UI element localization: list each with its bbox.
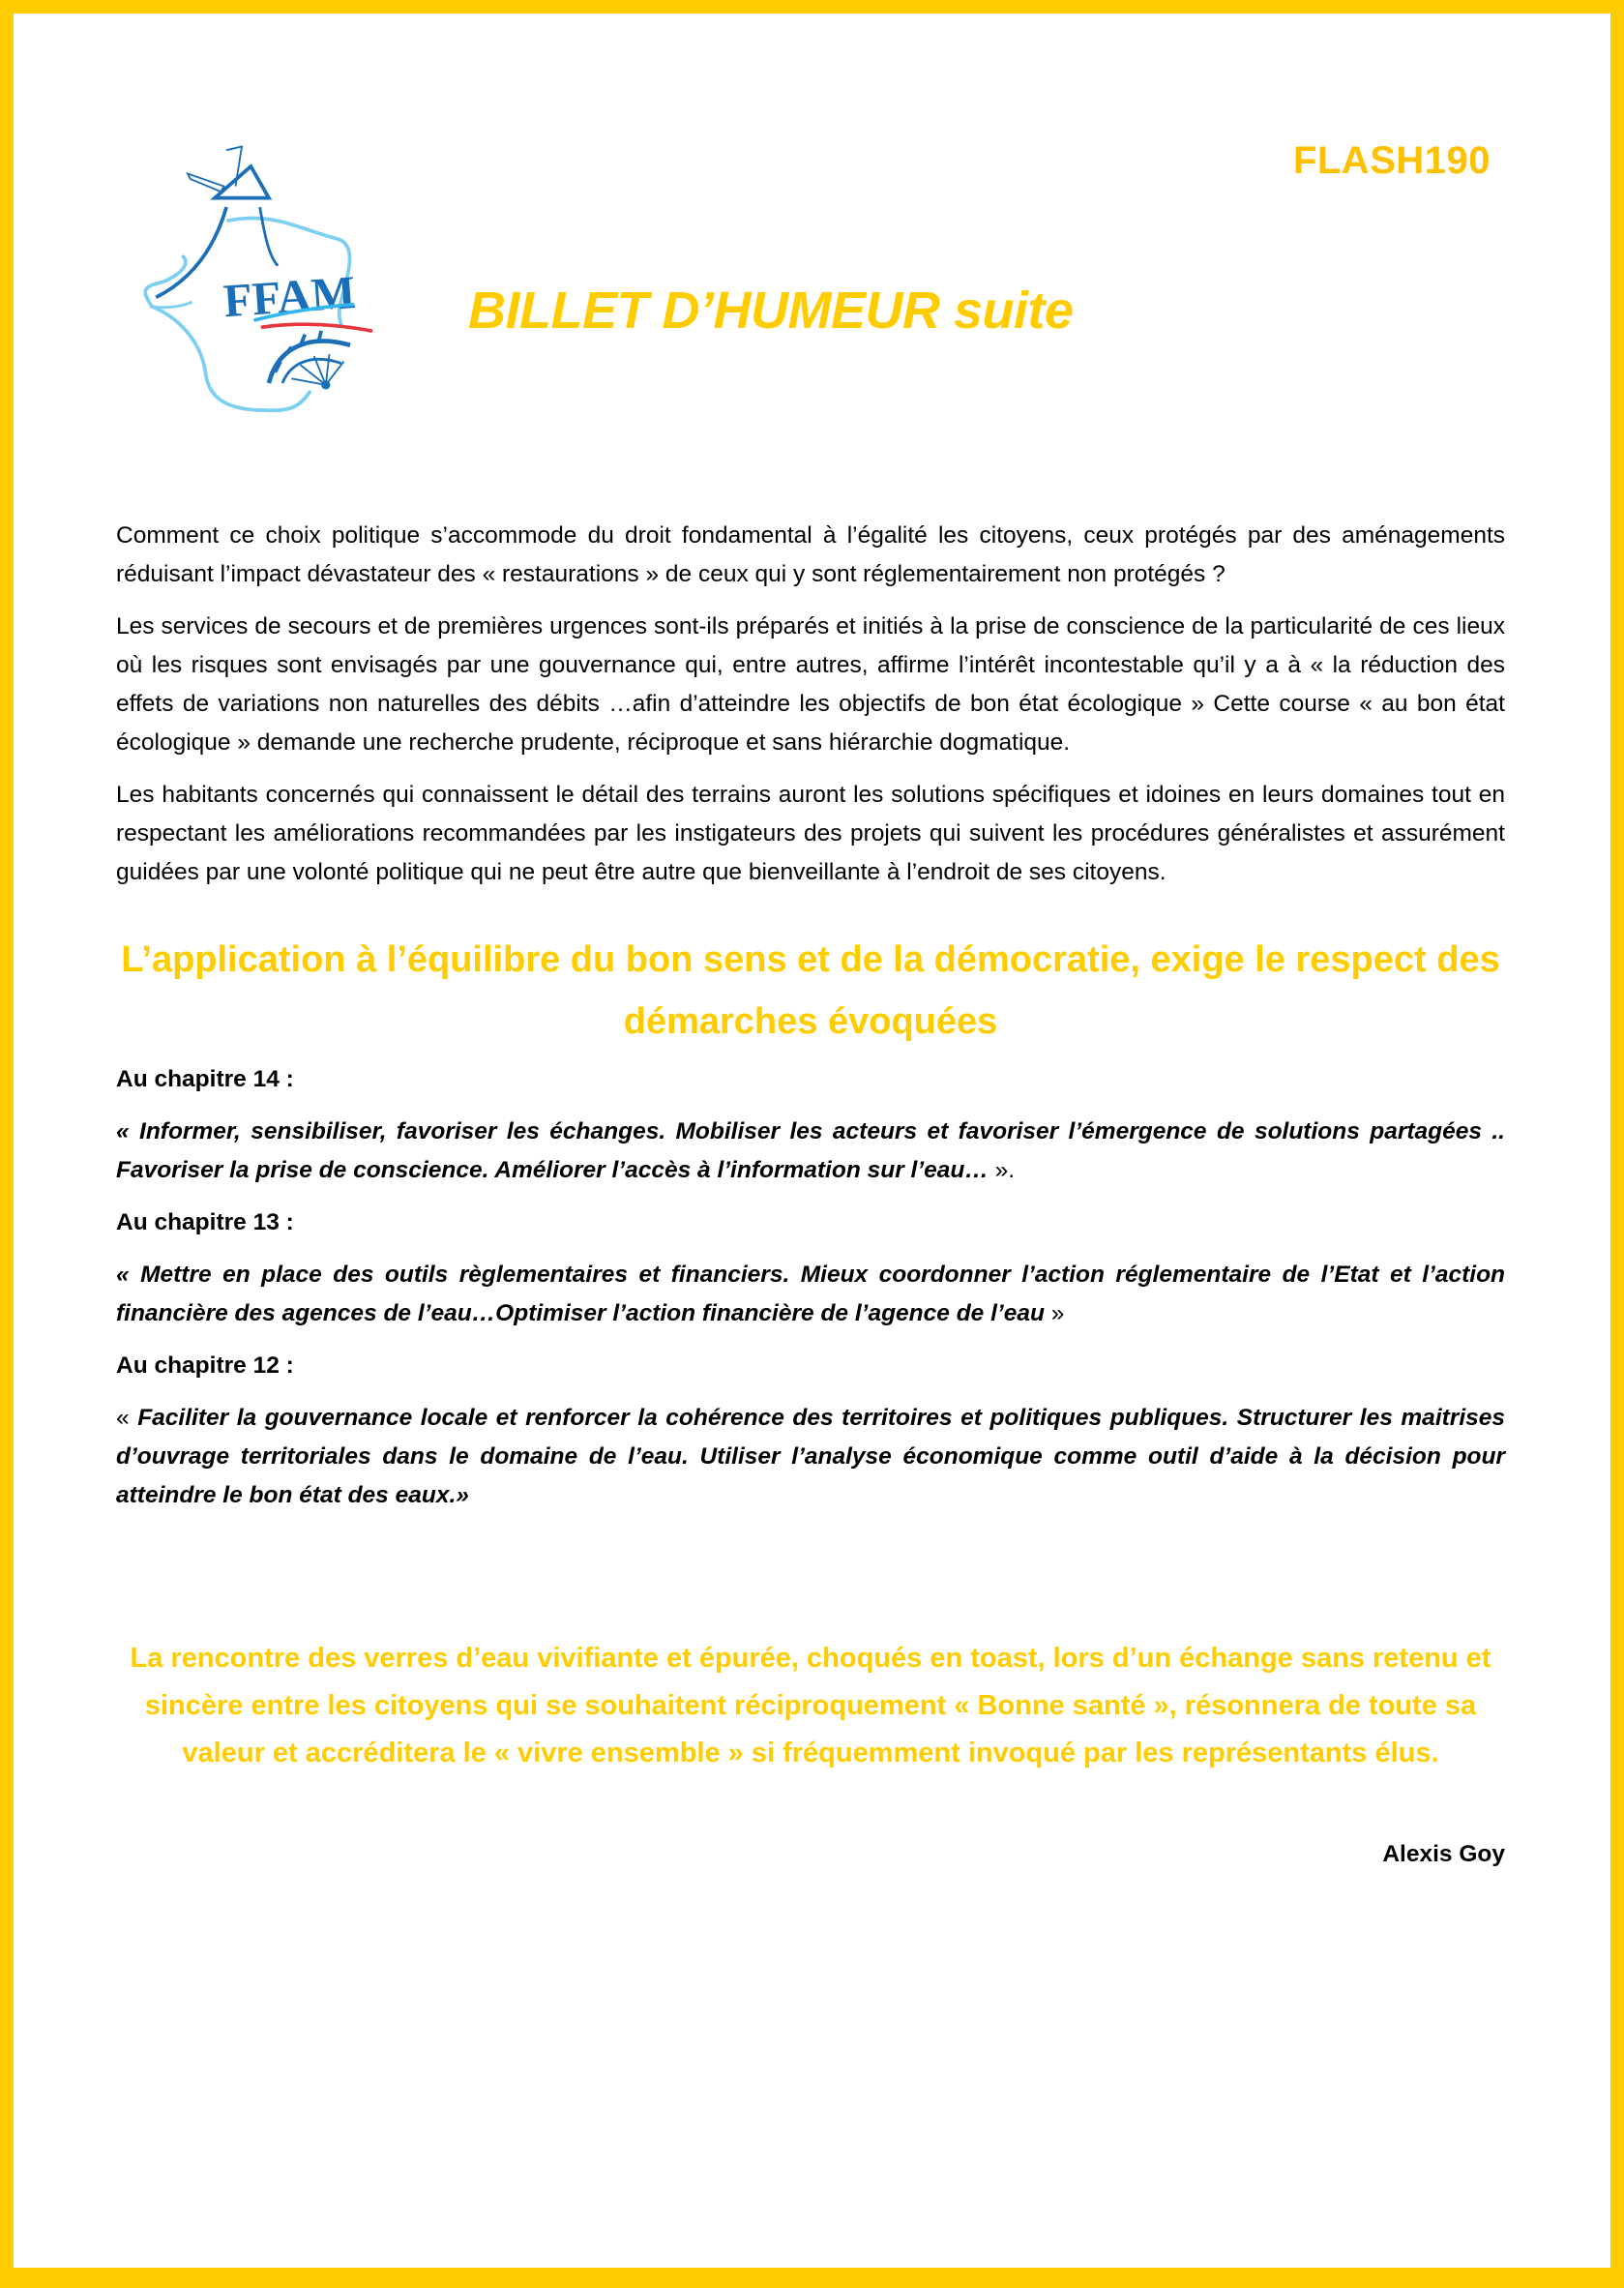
chapter-label: Au chapitre 13 : <box>116 1209 294 1235</box>
chapter-quote <box>116 1399 1505 1515</box>
quote-text: Faciliter la gouvernance locale et renforcer la cohérence des territoires et politiques publiques. Structurer les maitrises d’ouvrage territoriales dans le domaine de l’eau. Utiliser l’analyse économique comme outil d’aide à la décision pour atteindre le bon état des eaux.» <box>116 1405 1505 1508</box>
quote-open: « <box>116 1118 140 1144</box>
section-heading: L’application à l’équilibre du bon sens et de la démocratie, exige le respect des démarches évoquées <box>121 939 1500 1042</box>
ffam-logo <box>120 120 391 430</box>
paragraph: Comment ce choix politique s’accommode du droit fondamental à l’égalité les citoyens, ceux protégés par des aménagements réduisant l’impact dévastateur des « restaurations » de ceux qui y sont réglementairement non protégés ? <box>116 522 1505 587</box>
quote-text: Informer, sensibiliser, favoriser les échanges. Mobiliser les acteurs et favoriser l’émergence de solutions partagées .. Favoriser la prise de conscience. Améliorer l’accès à l’information sur l’eau… <box>116 1118 1505 1183</box>
chapter-label: Au chapitre 14 : <box>116 1066 294 1092</box>
chapter-quote <box>116 1113 1505 1190</box>
quote-open: « <box>116 1262 141 1288</box>
quote-text: Mettre en place des outils règlementaires et financiers. Mieux coordonner l’action réglementaire de l’Etat et l’action financière des agences de l’eau…Optimiser l’action financière de l’agence de l’eau <box>116 1262 1505 1326</box>
document-page <box>14 14 1610 2268</box>
article-body <box>116 517 1505 1887</box>
quote-close: » <box>1044 1300 1065 1326</box>
quote-close: ». <box>988 1157 1016 1183</box>
quote-open: « <box>116 1405 138 1431</box>
chapter-quote <box>116 1256 1505 1333</box>
chapter-label: Au chapitre 12 : <box>116 1352 294 1379</box>
flash-number: FLASH190 <box>1292 139 1491 182</box>
ffam-logo-icon <box>120 120 391 430</box>
author-signature: Alexis Goy <box>1382 1841 1505 1867</box>
paragraph: Les services de secours et de premières urgences sont-ils préparés et initiés à la prise de conscience de la particularité de ces lieux où les risques sont envisagés par une gouvernance qui, entre autres, affirme l’intérêt incontestable qu’il y a à « la réduction des effets de variations non naturelles des débits …afin d’atteindre les objectifs de bon état écologique » Cette course « au bon état écologique » demande une recherche prudente, réciproque et sans hiérarchie dogmatique. <box>116 613 1505 756</box>
paragraph: Les habitants concernés qui connaissent le détail des terrains auront les solutions spécifiques et idoines en leurs domaines tout en respectant les améliorations recommandées par les instigateurs des projets qui suivent les procédures généralistes et assurément guidées par une volonté politique qui ne peut être autre que bienveillante à l’endroit de ses citoyens. <box>116 782 1505 885</box>
closing-statement: La rencontre des verres d’eau vivifiante et épurée, choqués en toast, lors d’un échange sans retenu et sincère entre les citoyens qui se souhaitent réciproquement « Bonne santé », résonnera de toute sa valeur et accréditera le « vivre ensemble » si fréquemment invoqué par les représentants élus. <box>130 1643 1491 1768</box>
page-title: BILLET D’HUMEUR suite <box>468 282 1074 340</box>
svg-text:FFAM: FFAM <box>221 266 358 328</box>
